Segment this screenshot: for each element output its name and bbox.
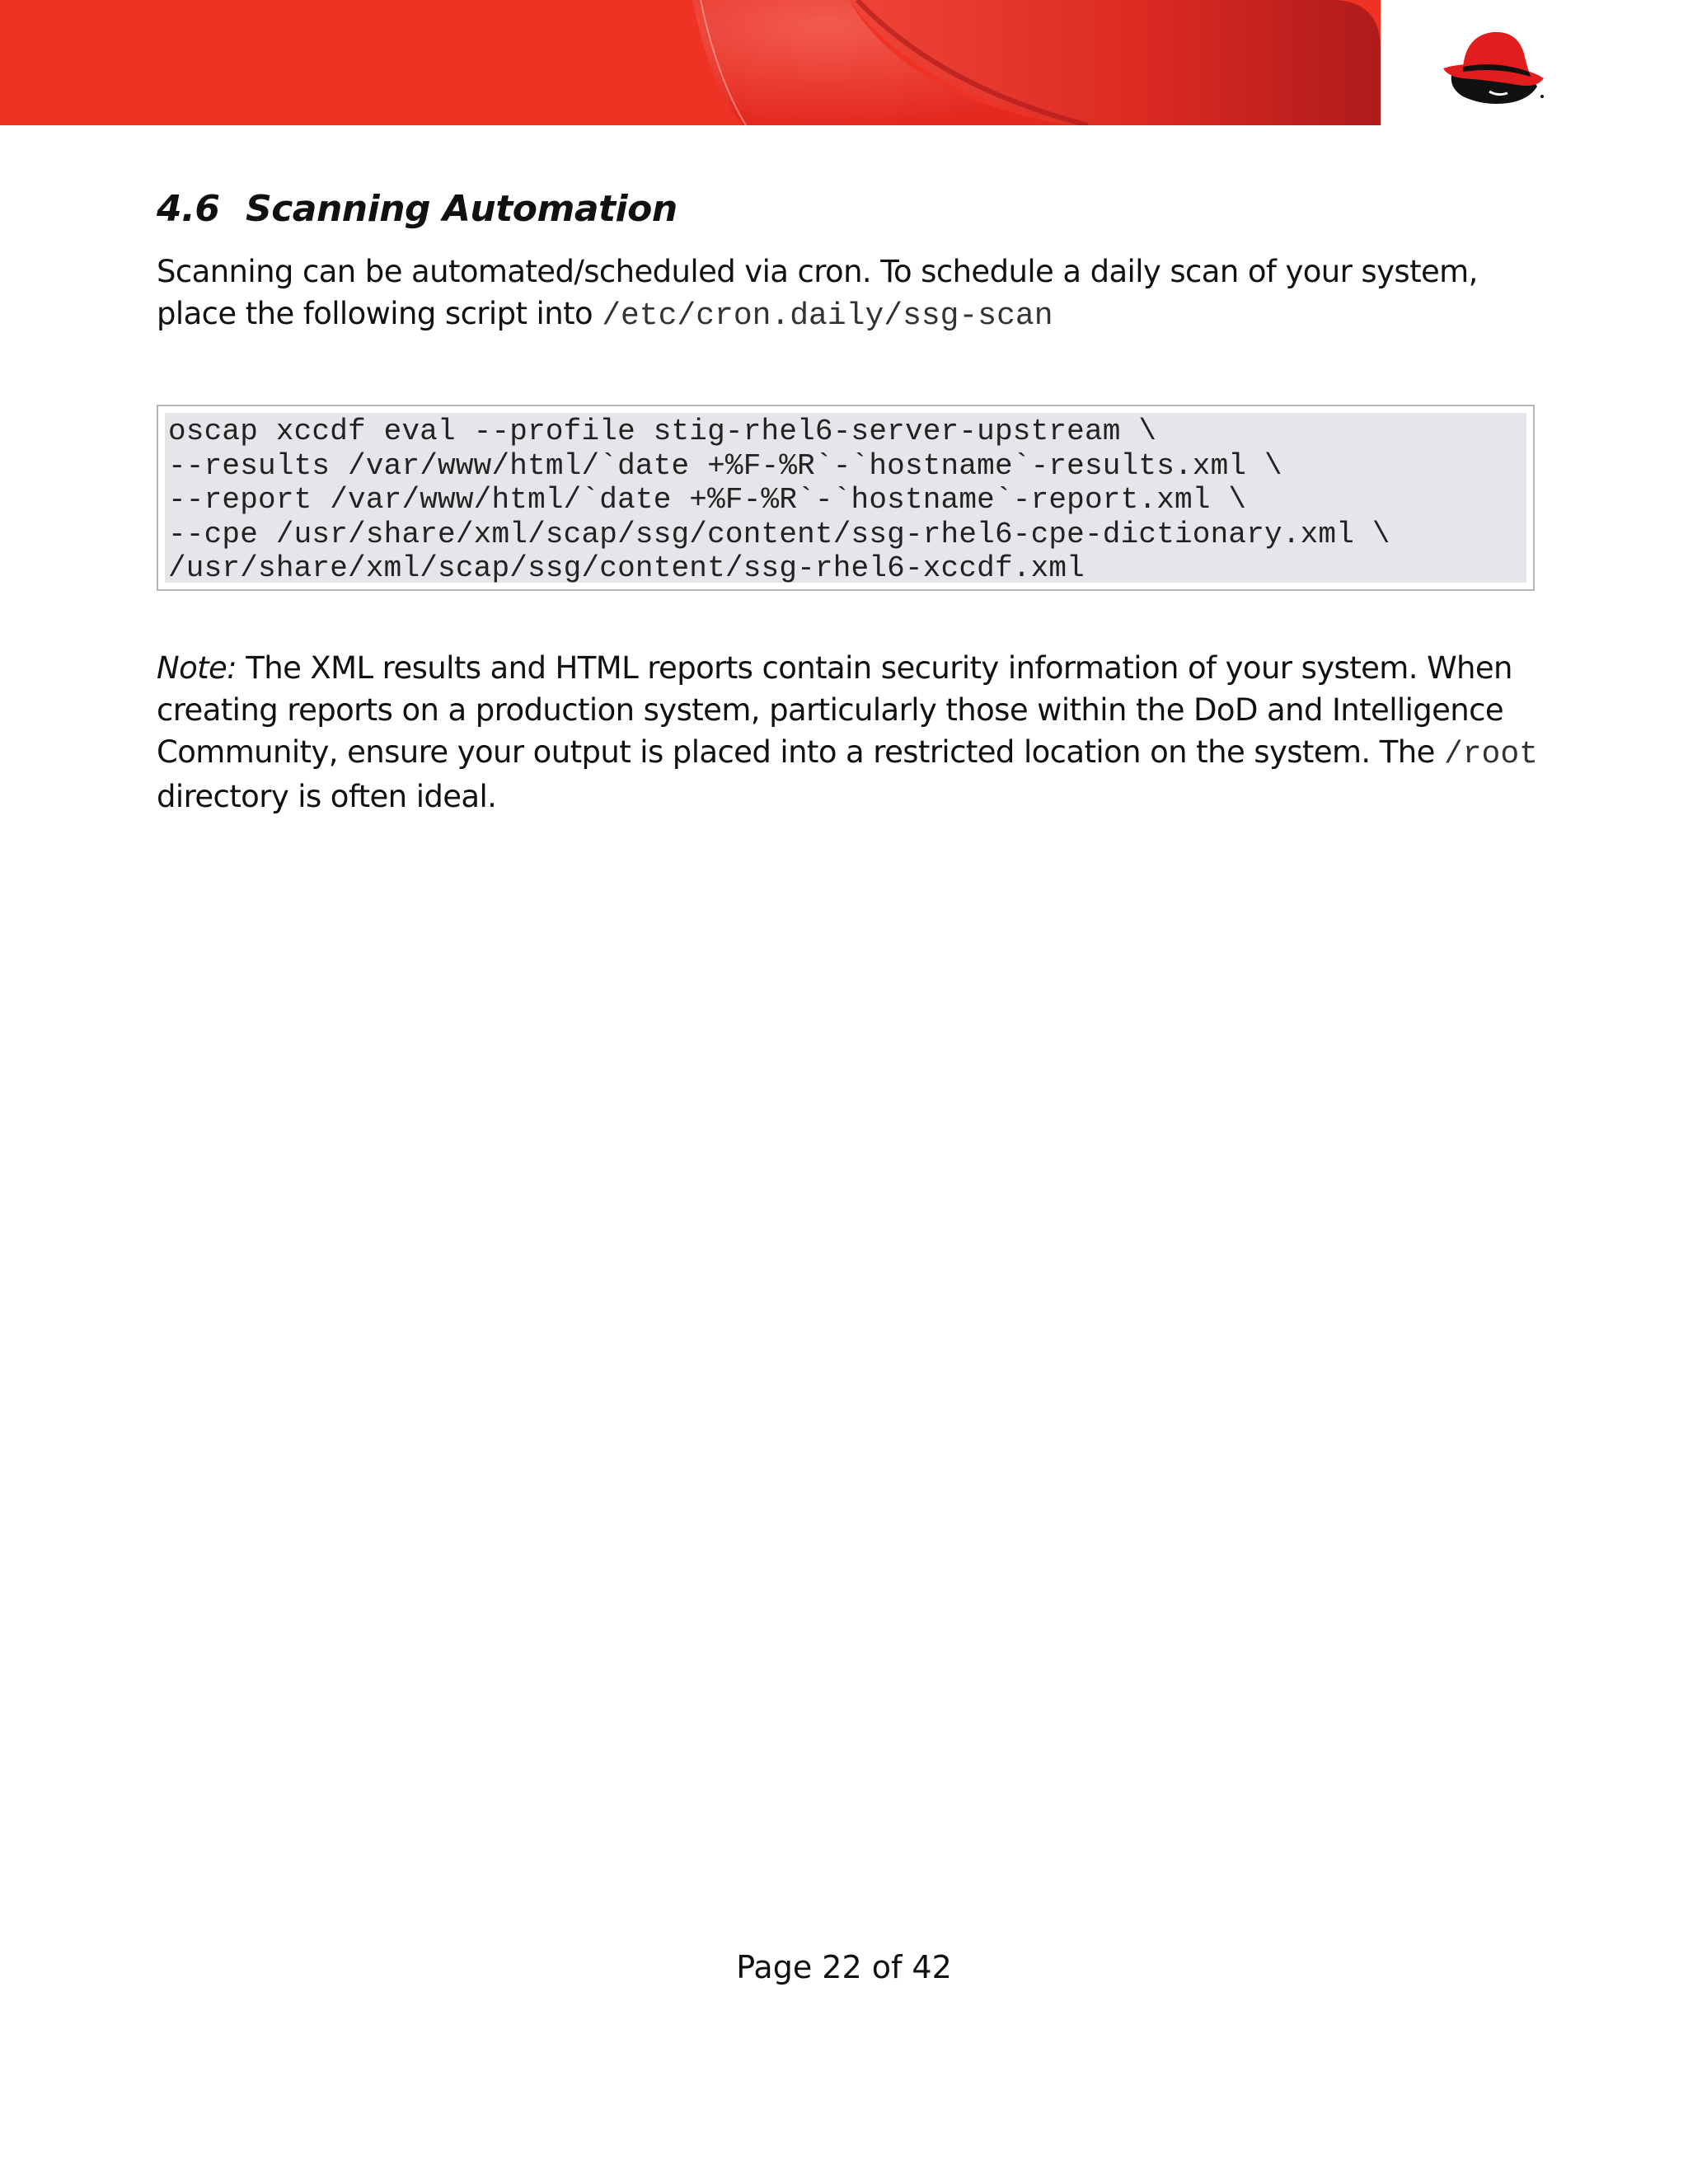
document-body	[157, 186, 1541, 818]
intro-text: Scanning can be automated/scheduled via cron. To schedule a daily scan of your system, place the following script into	[157, 254, 1478, 331]
code-line: oscap xccdf eval --profile stig-rhel6-server-upstream \	[168, 415, 1157, 448]
code-line: /usr/share/xml/scap/ssg/content/ssg-rhel6-xccdf.xml	[168, 551, 1085, 585]
code-line: --cpe /usr/share/xml/scap/ssg/content/ssg-rhel6-cpe-dictionary.xml \	[168, 517, 1390, 551]
section-title: Scanning Automation	[246, 188, 678, 230]
note-text-end: directory is often ideal.	[157, 779, 497, 814]
code-block	[157, 405, 1535, 591]
code-line: --results /var/www/html/`date +%F-%R`-`hostname`-results.xml \	[168, 448, 1282, 483]
logo-graphic	[1438, 21, 1550, 107]
code-block-inner	[165, 413, 1526, 583]
note-paragraph	[157, 647, 1541, 818]
page-footer	[0, 1947, 1688, 1988]
note-text: The XML results and HTML reports contain security information of your system. When creating reports on a production system, particularly those within the DoD and Intelligence Community, ensure your output is placed into a restricted location on the system. The	[157, 650, 1512, 770]
redhat-shadowman-icon	[1438, 21, 1550, 107]
note-label: Note:	[157, 650, 237, 686]
code-line: --report /var/www/html/`date +%F-%R`-`hostname`-report.xml \	[168, 483, 1247, 517]
section-heading	[157, 186, 1541, 232]
intro-paragraph	[157, 251, 1541, 337]
header-banner	[0, 0, 1688, 125]
page-number: Page 22 of 42	[736, 1949, 952, 1985]
section-number: 4.6	[157, 188, 220, 230]
intro-path: /etc/cron.daily/ssg-scan	[602, 298, 1053, 334]
note-path: /root	[1443, 737, 1538, 772]
banner-graphic	[0, 0, 1688, 125]
